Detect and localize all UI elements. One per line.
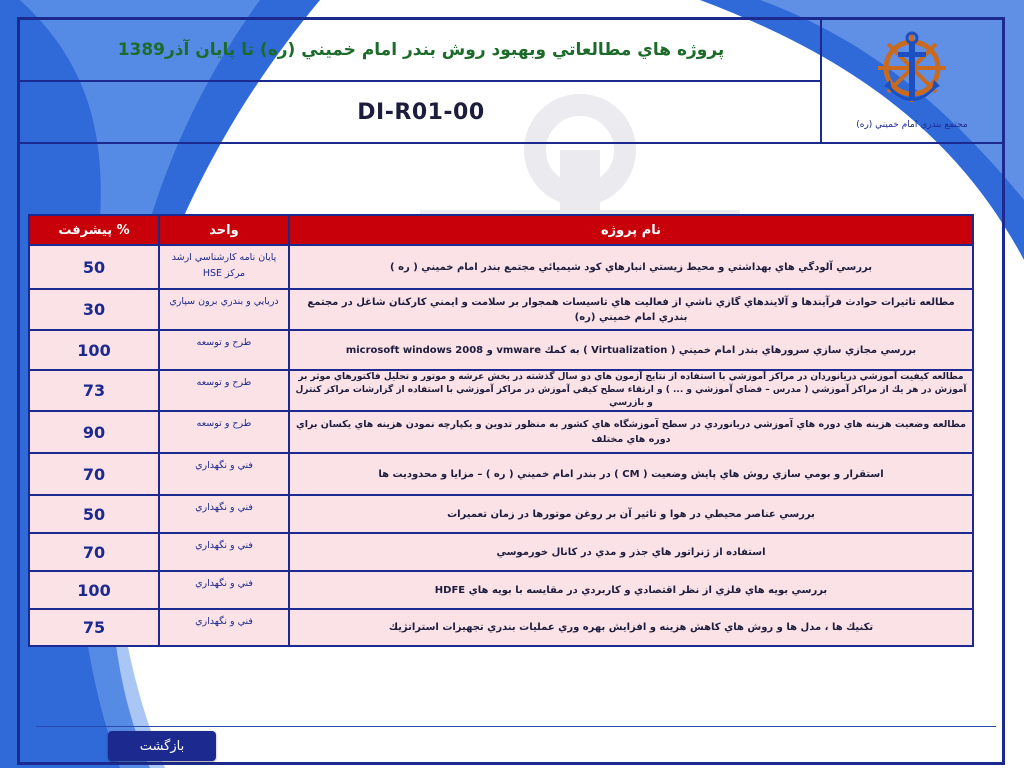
column-header-unit: واحد xyxy=(159,215,289,245)
project-name: بررسي آلودگي هاي بهداشتي و محيط زيستي انبارهاي كود شيميائي مجتمع بندر امام خميني ( ره ) xyxy=(289,245,973,289)
project-name: بررسي عناصر محيطي در هوا و تاثير آن بر روغن موتورها در زمان تعميرات xyxy=(289,495,973,533)
project-name: بررسي مجازي سازي سرورهاي بندر امام خميني ( Virtualization ) به كمك vmware و microsoft windows 2008 xyxy=(289,330,973,370)
project-name: مطالعه وضعيت هزينه هاي دوره هاي آموزشي دريانوردي در سطح آموزشگاه هاي كشور به منظور تدوين و يكپارچه نمودن هزينه هاي يكسان براي دوره هاي مختلف xyxy=(289,411,973,453)
table-header-row xyxy=(29,215,973,245)
table-row xyxy=(29,330,973,370)
project-progress: 30 xyxy=(29,289,159,330)
project-progress: 100 xyxy=(29,330,159,370)
project-progress: 70 xyxy=(29,533,159,571)
project-name: استقرار و بومي سازي روش هاي پايش وضعيت ( CM ) در بندر امام خميني ( ره ) – مزايا و محدوديت ها xyxy=(289,453,973,495)
table-row xyxy=(29,370,973,411)
project-progress: 50 xyxy=(29,495,159,533)
projects-table xyxy=(28,214,974,647)
project-name: تكنيك ها ، مدل ها و روش هاي كاهش هزينه و افزايش بهره وري عمليات بندري تجهيزات استراتژيك xyxy=(289,609,973,646)
project-unit: فني و نگهداري xyxy=(159,495,289,533)
project-progress: 70 xyxy=(29,453,159,495)
table-row xyxy=(29,495,973,533)
project-name: مطالعه تاثيرات حوادث فرآيندها و آلايندهاي گازي ناشي از فعاليت هاي تاسيسات همجوار بر سلامت و ايمني كاركنان شاغل در مجتمع بندري امام خميني (ره) xyxy=(289,289,973,330)
table-row xyxy=(29,571,973,609)
header xyxy=(20,20,1002,144)
page-title: پروژه هاي مطالعاتي وبهبود روش بندر امام خميني (ره) تا پايان آذر1389 xyxy=(117,40,725,60)
back-button[interactable]: بازگشت xyxy=(108,731,216,761)
anchor-logo-icon xyxy=(872,28,952,118)
table-row xyxy=(29,609,973,646)
column-header-project-name: نام پروژه xyxy=(289,215,973,245)
table-row xyxy=(29,533,973,571)
table-row xyxy=(29,289,973,330)
project-name: مطالعه كيفيت آموزشي دريانوردان در مراكز آموزشي با استفاده از نتايج آزمون هاي دو سال گذشته در بخش عرشه و موتور و تحليل فاكتورهاي موثر بر آموزش در هر يك از مراكز آموزشي ( مدرس – فضاي آموزشي و ... ) و ارتقاء سطح كيفي آموزش در مراكز آموزشي با استفاده از گزارشات مراكز كنترل و بازرسي xyxy=(289,370,973,411)
project-progress: 75 xyxy=(29,609,159,646)
logo-cell xyxy=(820,20,1002,142)
table-row xyxy=(29,411,973,453)
project-unit: پايان نامه كارشناسي ارشد مركز HSE xyxy=(159,245,289,289)
project-progress: 73 xyxy=(29,370,159,411)
project-unit: طرح و توسعه xyxy=(159,370,289,411)
table-row xyxy=(29,453,973,495)
project-unit: فني و نگهداري xyxy=(159,533,289,571)
footer-divider xyxy=(36,726,996,727)
project-progress: 90 xyxy=(29,411,159,453)
title-cell xyxy=(20,20,822,82)
project-unit: طرح و توسعه xyxy=(159,330,289,370)
project-unit: فني و نگهداري xyxy=(159,453,289,495)
project-progress: 100 xyxy=(29,571,159,609)
project-name: بررسي بويه هاي فلزي از نظر اقتصادي و كاربردي در مقايسه با بويه هاي HDFE xyxy=(289,571,973,609)
code-cell xyxy=(20,82,822,142)
project-unit: دريايي و بندري برون سپاري xyxy=(159,289,289,330)
project-name: استفاده از ژنراتور هاي جذر و مدي در كانال خورموسي xyxy=(289,533,973,571)
project-progress: 50 xyxy=(29,245,159,289)
logo-caption: مجتمع بندري امام خميني (ره) xyxy=(856,120,968,130)
project-unit: فني و نگهداري xyxy=(159,609,289,646)
table-row xyxy=(29,245,973,289)
project-unit: طرح و توسعه xyxy=(159,411,289,453)
column-header-progress: % پيشرفت xyxy=(29,215,159,245)
document-code: DI-R01-00 xyxy=(357,99,485,125)
project-unit: فني و نگهداري xyxy=(159,571,289,609)
